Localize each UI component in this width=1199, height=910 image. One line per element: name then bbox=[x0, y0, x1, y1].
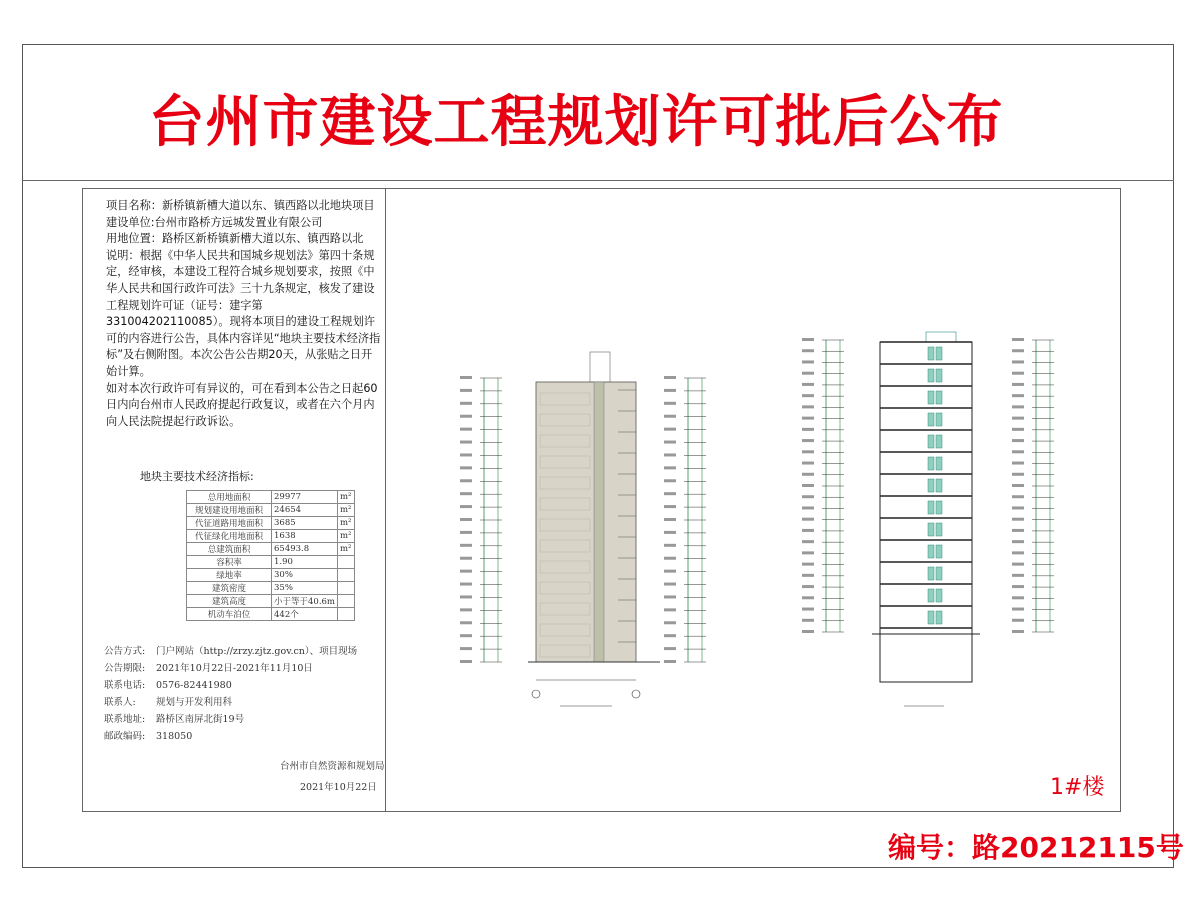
dimension-mark bbox=[802, 563, 814, 566]
dimension-mark bbox=[1012, 585, 1024, 588]
dimension-mark bbox=[664, 415, 676, 418]
dimension-mark bbox=[802, 428, 814, 431]
dimension-mark bbox=[460, 441, 472, 444]
facade-body bbox=[536, 382, 636, 662]
dimension-mark bbox=[1012, 630, 1024, 633]
facade-core bbox=[594, 382, 604, 662]
index-value: 1.90 bbox=[272, 556, 338, 569]
window bbox=[928, 391, 934, 404]
index-unit: m² bbox=[338, 504, 355, 517]
window bbox=[936, 457, 942, 470]
index-label: 规划建设用地面积 bbox=[187, 504, 272, 517]
dimension-mark bbox=[1012, 360, 1024, 363]
dimension-mark bbox=[664, 570, 676, 573]
dimension-mark bbox=[1012, 473, 1024, 476]
meta-value: 规划与开发利用科 bbox=[156, 697, 233, 708]
window bbox=[936, 501, 942, 514]
dimension-mark bbox=[664, 428, 676, 431]
dimension-mark bbox=[664, 402, 676, 405]
dimension-mark bbox=[460, 595, 472, 598]
basement bbox=[880, 634, 972, 682]
dimension-mark bbox=[802, 473, 814, 476]
dimension-mark bbox=[802, 619, 814, 622]
index-value: 1638 bbox=[272, 530, 338, 543]
dimension-mark bbox=[1012, 372, 1024, 375]
dimension-mark bbox=[802, 574, 814, 577]
dimension-mark bbox=[802, 630, 814, 633]
meta-value: 318050 bbox=[156, 731, 193, 742]
axis-marker bbox=[632, 690, 640, 698]
dimension-mark bbox=[802, 506, 814, 509]
window bbox=[928, 369, 934, 382]
dimension-mark bbox=[802, 439, 814, 442]
index-value: 小于等于40.6m bbox=[272, 595, 338, 608]
dimension-mark bbox=[802, 596, 814, 599]
index-label: 绿地率 bbox=[187, 569, 272, 582]
issuing-org: 台州市自然资源和规划局 bbox=[280, 761, 385, 772]
dimension-mark bbox=[460, 544, 472, 547]
window bbox=[928, 435, 934, 448]
dimension-mark bbox=[664, 660, 676, 663]
roof-structure bbox=[926, 332, 956, 342]
dimension-mark bbox=[664, 557, 676, 560]
index-value: 442个 bbox=[272, 608, 338, 621]
dimension-mark bbox=[1012, 484, 1024, 487]
front-elevation-drawing bbox=[528, 352, 660, 706]
building-label: 1#楼 bbox=[1050, 775, 1105, 800]
dimension-mark bbox=[802, 417, 814, 420]
dimension-mark bbox=[1012, 462, 1024, 465]
dimension-mark bbox=[664, 505, 676, 508]
meta-value: 门户网站（http://zrzy.zjtz.gov.cn）、项目现场 bbox=[156, 646, 358, 657]
site-location: 用地位置：路桥区新桥镇新槽大道以东、镇西路以北 bbox=[106, 232, 364, 246]
window bbox=[936, 545, 942, 558]
dimension-mark bbox=[460, 415, 472, 418]
dimension-mark bbox=[460, 660, 472, 663]
document-number: 编号：路20212115号 bbox=[888, 831, 1184, 864]
dimension-mark bbox=[460, 531, 472, 534]
window bbox=[928, 457, 934, 470]
dimension-mark bbox=[1012, 450, 1024, 453]
dimension-mark bbox=[1012, 518, 1024, 521]
dimension-mark bbox=[1012, 563, 1024, 566]
dimension-mark bbox=[802, 495, 814, 498]
index-unit: m² bbox=[338, 491, 355, 504]
project-name: 项目名称：新桥镇新槽大道以东、镇西路以北地块项目 bbox=[106, 199, 375, 212]
dimension-mark bbox=[1012, 551, 1024, 554]
dimension-mark bbox=[460, 518, 472, 521]
dimension-mark bbox=[664, 453, 676, 456]
meta-value: 路桥区南屏北街19号 bbox=[156, 714, 245, 725]
meta-value: 0576-82441980 bbox=[156, 680, 232, 691]
dimension-mark bbox=[1012, 417, 1024, 420]
dimension-mark bbox=[1012, 596, 1024, 599]
axis-marker bbox=[532, 690, 540, 698]
dimension-mark bbox=[802, 462, 814, 465]
dimension-mark bbox=[664, 479, 676, 482]
dimension-mark bbox=[664, 376, 676, 379]
dimension-mark bbox=[802, 405, 814, 408]
dimension-mark bbox=[1012, 405, 1024, 408]
dimension-mark bbox=[460, 389, 472, 392]
dimension-mark bbox=[460, 608, 472, 611]
dimension-mark bbox=[664, 466, 676, 469]
window bbox=[928, 545, 934, 558]
section-dimension-left bbox=[802, 338, 844, 633]
index-unit: m² bbox=[338, 543, 355, 556]
window bbox=[928, 479, 934, 492]
window bbox=[928, 611, 934, 624]
index-label: 代征绿化用地面积 bbox=[187, 530, 272, 543]
window bbox=[928, 413, 934, 426]
dimension-mark bbox=[1012, 574, 1024, 577]
dimension-mark bbox=[460, 402, 472, 405]
index-label: 建筑密度 bbox=[187, 582, 272, 595]
dimension-mark bbox=[664, 389, 676, 392]
window bbox=[928, 347, 934, 360]
dimension-mark bbox=[802, 349, 814, 352]
window bbox=[936, 567, 942, 580]
dimension-mark bbox=[460, 453, 472, 456]
elevation-dimension-right bbox=[664, 376, 706, 663]
dimension-mark bbox=[460, 570, 472, 573]
dimension-mark bbox=[664, 583, 676, 586]
roof-structure bbox=[590, 352, 610, 382]
dimension-mark bbox=[1012, 540, 1024, 543]
dimension-mark bbox=[664, 518, 676, 521]
dimension-mark bbox=[1012, 338, 1024, 341]
dimension-mark bbox=[664, 595, 676, 598]
meta-key: 公告方式: bbox=[104, 646, 146, 657]
index-value: 29977 bbox=[272, 491, 338, 504]
dimension-mark bbox=[1012, 394, 1024, 397]
window bbox=[936, 347, 942, 360]
dimension-mark bbox=[802, 484, 814, 487]
elevation-dimension-left bbox=[460, 376, 502, 663]
window bbox=[936, 435, 942, 448]
notice-title: 台州市建设工程规划许可批后公布 bbox=[148, 90, 1004, 155]
issue-date: 2021年10月22日 bbox=[300, 782, 377, 793]
dimension-mark bbox=[802, 529, 814, 532]
dimension-mark bbox=[460, 428, 472, 431]
window bbox=[936, 479, 942, 492]
meta-value: 2021年10月22日-2021年11月10日 bbox=[156, 663, 313, 674]
dimension-mark bbox=[1012, 506, 1024, 509]
meta-key: 公告期限: bbox=[104, 663, 146, 674]
dimension-mark bbox=[1012, 619, 1024, 622]
dimension-mark bbox=[460, 466, 472, 469]
dimension-mark bbox=[460, 634, 472, 637]
window bbox=[936, 523, 942, 536]
dimension-mark bbox=[460, 376, 472, 379]
index-label: 代征道路用地面积 bbox=[187, 517, 272, 530]
index-label: 总建筑面积 bbox=[187, 543, 272, 556]
dimension-mark bbox=[802, 383, 814, 386]
dimension-mark bbox=[802, 360, 814, 363]
dimension-mark bbox=[1012, 428, 1024, 431]
window bbox=[936, 413, 942, 426]
dimension-mark bbox=[1012, 349, 1024, 352]
dimension-mark bbox=[664, 531, 676, 534]
dimension-mark bbox=[664, 441, 676, 444]
dimension-mark bbox=[664, 544, 676, 547]
window bbox=[928, 501, 934, 514]
dimension-mark bbox=[1012, 383, 1024, 386]
dimension-mark bbox=[1012, 439, 1024, 442]
dimension-mark bbox=[664, 608, 676, 611]
window bbox=[928, 589, 934, 602]
window bbox=[936, 611, 942, 624]
cross-section-drawing bbox=[872, 332, 980, 706]
index-title: 地块主要技术经济指标: bbox=[140, 470, 254, 483]
window bbox=[928, 523, 934, 536]
dimension-mark bbox=[460, 621, 472, 624]
window bbox=[936, 589, 942, 602]
index-value: 35% bbox=[272, 582, 338, 595]
index-value: 3685 bbox=[272, 517, 338, 530]
dimension-mark bbox=[664, 647, 676, 650]
section-dimension-right bbox=[1012, 338, 1054, 633]
meta-key: 联系电话: bbox=[104, 680, 146, 691]
meta-key: 联系地址: bbox=[104, 714, 146, 725]
window bbox=[928, 567, 934, 580]
dimension-mark bbox=[802, 608, 814, 611]
dimension-mark bbox=[802, 450, 814, 453]
index-value: 65493.8 bbox=[272, 543, 338, 556]
dimension-mark bbox=[802, 338, 814, 341]
objection-note: 如对本次行政许可有异议的，可在看到本公告之日起60日内向台州市人民政府提起行政复议，或者在六个月内向人民法院提起行政诉讼。 bbox=[106, 381, 378, 428]
index-label: 机动车泊位 bbox=[187, 608, 272, 621]
dimension-mark bbox=[460, 479, 472, 482]
developer: 建设单位:台州市路桥方远城发置业有限公司 bbox=[106, 215, 323, 229]
dimension-mark bbox=[802, 551, 814, 554]
dimension-mark bbox=[1012, 529, 1024, 532]
index-unit: m² bbox=[338, 517, 355, 530]
dimension-mark bbox=[460, 583, 472, 586]
window bbox=[936, 391, 942, 404]
explanation: 说明：根据《中华人民共和国城乡规划法》第四十条规定，经审核，本建设工程符合城乡规划要求，按照《中华人民共和国行政许可法》三十九条规定，核发了建设工程规划许可证（证号：建字第331004202110085）。现将本项目的建设工程规划许可的内容进行公告，具体内容详见“地块主要技术经济指标”及右侧附图。本次公告公告期20天，从张贴之日开始计算。 bbox=[106, 248, 381, 378]
dimension-mark bbox=[802, 394, 814, 397]
index-unit: m² bbox=[338, 530, 355, 543]
dimension-mark bbox=[460, 492, 472, 495]
dimension-mark bbox=[460, 647, 472, 650]
dimension-mark bbox=[1012, 608, 1024, 611]
index-value: 30% bbox=[272, 569, 338, 582]
index-label: 容积率 bbox=[187, 556, 272, 569]
dimension-mark bbox=[802, 518, 814, 521]
dimension-mark bbox=[664, 634, 676, 637]
dimension-mark bbox=[664, 492, 676, 495]
dimension-mark bbox=[460, 505, 472, 508]
index-label: 建筑高度 bbox=[187, 595, 272, 608]
dimension-mark bbox=[802, 585, 814, 588]
dimension-mark bbox=[1012, 495, 1024, 498]
dimension-mark bbox=[664, 621, 676, 624]
meta-key: 邮政编码: bbox=[104, 731, 146, 742]
dimension-mark bbox=[802, 540, 814, 543]
dimension-mark bbox=[802, 372, 814, 375]
index-label: 总用地面积 bbox=[187, 491, 272, 504]
window bbox=[936, 369, 942, 382]
dimension-mark bbox=[460, 557, 472, 560]
index-value: 24654 bbox=[272, 504, 338, 517]
meta-key: 联系人: bbox=[104, 697, 136, 708]
